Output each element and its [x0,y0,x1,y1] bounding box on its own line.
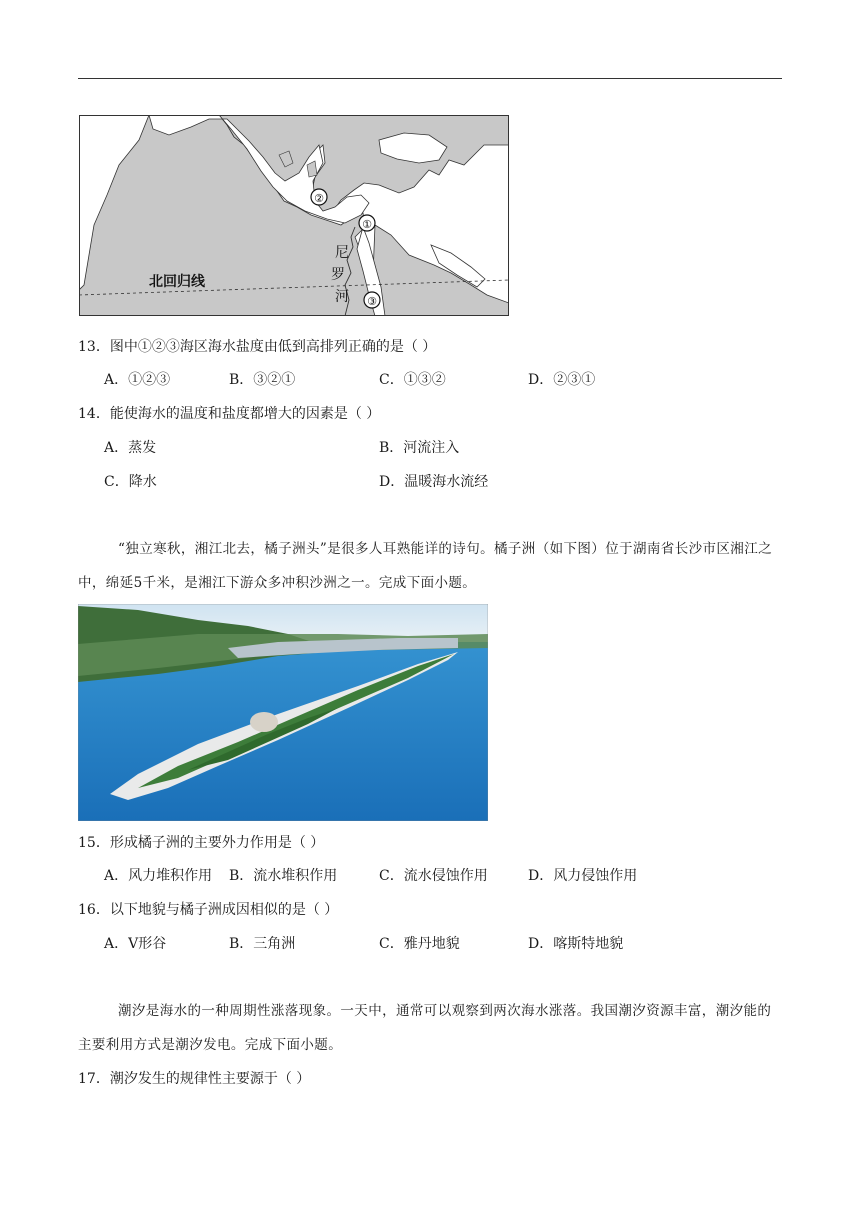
header-rule [78,78,782,79]
passage-2-text: 潮汐是海水的一种周期性涨落现象。一天中，通常可以观察到两次海水涨落。我国潮汐资源丰富，潮汐能的主要利用方式是潮汐发电。完成下面小题。 [78,1003,772,1053]
q15-option-b[interactable]: B．流水堆积作用 [229,868,338,884]
passage-2 [78,994,782,1062]
passage-1 [78,532,782,600]
q16-option-b[interactable]: B．三角洲 [229,936,296,952]
q15-option-d[interactable]: D．风力侵蚀作用 [528,868,638,884]
q17-stem: 17．潮汐发生的规律性主要源于（ ） [78,1071,311,1087]
q16-option-c[interactable]: C．雅丹地貌 [379,936,460,952]
q13-option-d[interactable]: D．②③① [528,372,596,388]
q16-option-d[interactable]: D．喀斯特地貌 [528,936,624,952]
mediterranean-map [79,115,509,316]
river-label-3: 河 [335,289,349,305]
marker-2: ② [314,192,324,205]
orange-isle-photo [78,604,488,821]
q15-stem: 15．形成橘子洲的主要外力作用是（ ） [78,835,325,851]
passage-1-text: “独立寒秋，湘江北去，橘子洲头”是很多人耳熟能详的诗句。橘子洲（如下图）位于湖南省长沙市区湘江之中，绵延5千米，是湘江下游众多冲积沙洲之一。完成下面小题。 [78,541,773,591]
q14-stem: 14．能使海水的温度和盐度都增大的因素是（ ） [78,406,381,422]
q13-option-a[interactable]: A．①②③ [104,372,171,388]
q15-option-c[interactable]: C．流水侵蚀作用 [379,868,488,884]
q14-option-d[interactable]: D．温暖海水流经 [379,474,489,490]
q14-option-c[interactable]: C．降水 [104,474,157,490]
q16-option-a[interactable]: A．V形谷 [104,936,167,952]
q13-option-c[interactable]: C．①③② [379,372,446,388]
q14-option-b[interactable]: B．河流注入 [379,440,460,456]
tropic-label: 北回归线 [149,274,205,290]
q16-stem: 16．以下地貌与橘子洲成因相似的是（ ） [78,902,339,918]
q15-option-a[interactable]: A．风力堆积作用 [104,868,213,884]
q14-option-a[interactable]: A．蒸发 [104,440,157,456]
marker-3: ③ [367,295,377,308]
q13-option-b[interactable]: B．③②① [229,372,296,388]
river-label-2: 罗 [331,267,345,283]
marker-1: ① [362,218,372,231]
river-label-1: 尼 [335,245,349,261]
q13-stem: 13．图中①②③海区海水盐度由低到高排列正确的是（ ） [78,339,437,355]
